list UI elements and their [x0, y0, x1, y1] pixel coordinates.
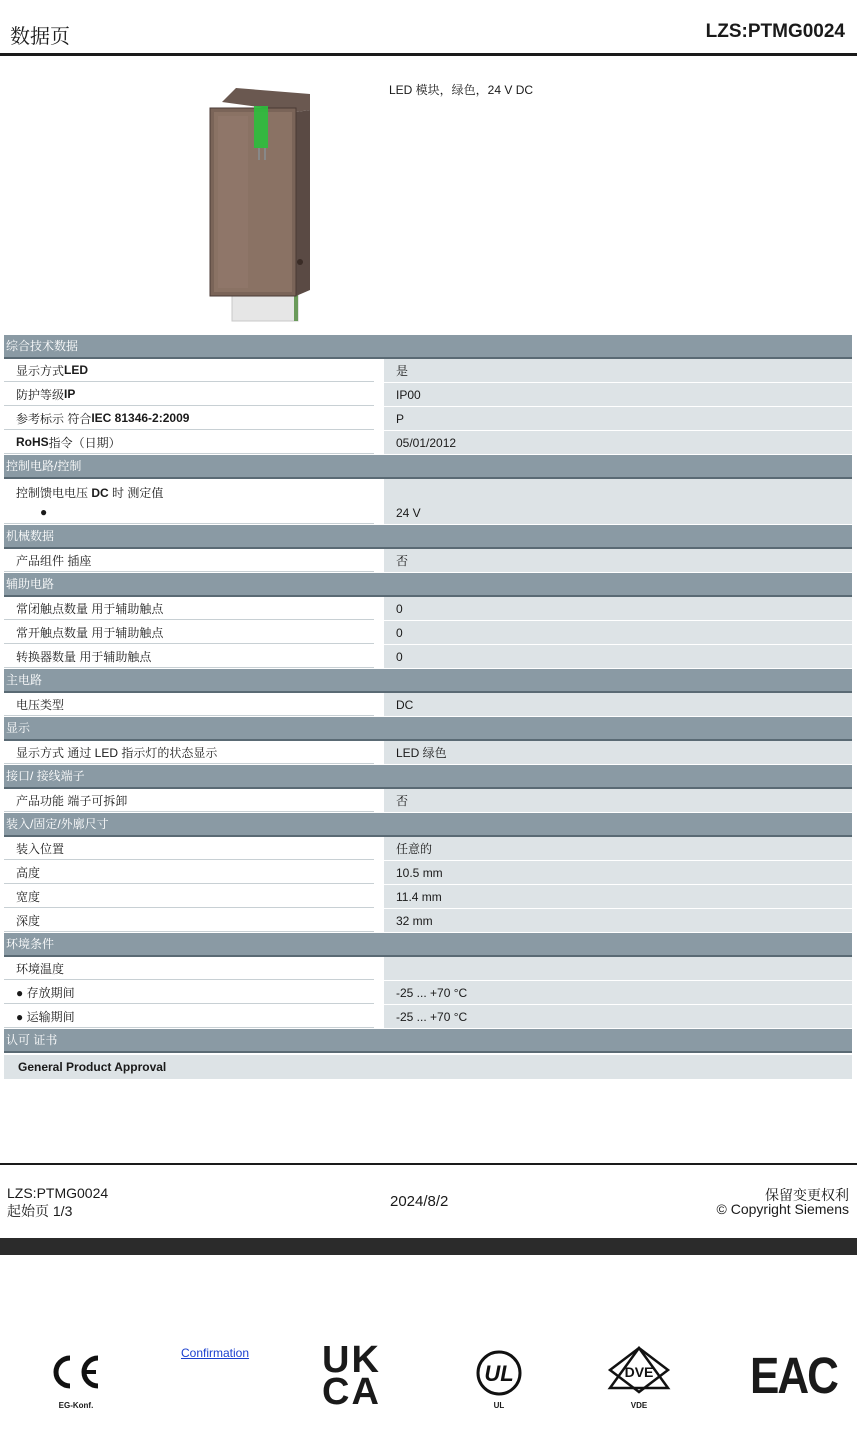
ul-mark-icon [474, 1350, 524, 1410]
row-label: ● 运输期间 [4, 1005, 374, 1028]
table-row [4, 861, 852, 885]
vde-caption: VDE [630, 1401, 648, 1410]
row-label: RoHS 指令（日期） [4, 431, 374, 454]
ce-caption: EG-Konf. [58, 1401, 94, 1410]
row-label: 装入位置 [4, 837, 374, 860]
row-value: -25 ... +70 °C [384, 1005, 852, 1028]
row-label: 控制馈电电压 DC 时 测定值 ● [4, 479, 374, 524]
table-row [4, 693, 852, 717]
row-value: 0 [384, 597, 852, 620]
section-certificates: 认可 证书 [4, 1029, 852, 1053]
footer-divider-bar [0, 1238, 857, 1255]
table-row [4, 885, 852, 909]
row-value [384, 957, 852, 980]
vde-mark-icon [606, 1344, 672, 1410]
section-general: 综合技术数据 [4, 335, 852, 359]
row-value: 10.5 mm [384, 861, 852, 884]
row-label: 深度 [4, 909, 374, 932]
row-label: 参考标示 符合 IEC 81346-2:2009 [4, 407, 374, 430]
eac-mark-icon: EAC [750, 1348, 837, 1405]
page-title: 数据页 [10, 26, 70, 48]
row-label: 转换器数量 用于辅助触点 [4, 645, 374, 668]
section-auxiliary-circuit: 辅助电路 [4, 573, 852, 597]
row-value: 0 [384, 645, 852, 668]
product-description: LED 模块，绿色，24 V DC [389, 83, 534, 97]
row-label: 显示方式 通过 LED 指示灯的状态显示 [4, 741, 374, 764]
row-value: 否 [384, 789, 852, 812]
row-value: 24 V [384, 479, 852, 524]
section-ambient-conditions: 环境条件 [4, 933, 852, 957]
footer-code: LZS:PTMG0024 [7, 1185, 109, 1201]
table-row [4, 837, 852, 861]
row-label: ● 存放期间 [4, 981, 374, 1004]
table-row [4, 359, 852, 383]
table-row [4, 645, 852, 669]
ul-caption: UL [493, 1401, 505, 1410]
page-header [0, 0, 857, 56]
row-label: 产品组件 插座 [4, 549, 374, 572]
row-label: 环境温度 [4, 957, 374, 980]
ce-mark-icon [48, 1352, 104, 1408]
spec-table [4, 335, 852, 1079]
footer-rights: 保留变更权利 [765, 1187, 849, 1203]
approval-heading: General Product Approval [4, 1055, 852, 1079]
row-value: 32 mm [384, 909, 852, 932]
svg-text:DVE: DVE [624, 1364, 654, 1380]
row-value: -25 ... +70 °C [384, 981, 852, 1004]
row-value: DC [384, 693, 852, 716]
table-row [4, 597, 852, 621]
table-row [4, 909, 852, 933]
page-footer [0, 1163, 857, 1238]
row-value: IP00 [384, 383, 852, 406]
row-label: 常开触点数量 用于辅助触点 [4, 621, 374, 644]
row-label: 产品功能 端子可拆卸 [4, 789, 374, 812]
section-interfaces: 接口/ 接线端子 [4, 765, 852, 789]
led-module-image [200, 82, 320, 327]
footer-copyright: © Copyright Siemens [716, 1201, 849, 1217]
row-value: 任意的 [384, 837, 852, 860]
confirmation-link[interactable]: Confirmation [181, 1346, 250, 1360]
row-value: P [384, 407, 852, 430]
table-row [4, 957, 852, 981]
ukca-mark-icon: UK CA [322, 1339, 381, 1413]
section-mechanical: 机械数据 [4, 525, 852, 549]
table-row [4, 407, 852, 431]
row-value: 11.4 mm [384, 885, 852, 908]
section-control-circuit: 控制电路/控制 [4, 455, 852, 479]
row-label: 显示方式 LED [4, 359, 374, 382]
table-row [4, 383, 852, 407]
row-value: 否 [384, 549, 852, 572]
table-row [4, 621, 852, 645]
row-label: 宽度 [4, 885, 374, 908]
section-installation: 装入/固定/外廓尺寸 [4, 813, 852, 837]
row-label: 常闭触点数量 用于辅助触点 [4, 597, 374, 620]
row-value: 05/01/2012 [384, 431, 852, 454]
row-value: 0 [384, 621, 852, 644]
product-code: LZS:PTMG0024 [705, 21, 845, 42]
table-row [4, 981, 852, 1005]
table-row [4, 1005, 852, 1029]
footer-page: 起始页 1/3 [7, 1203, 73, 1219]
section-main-circuit: 主电路 [4, 669, 852, 693]
row-value: 是 [384, 359, 852, 382]
table-row [4, 431, 852, 455]
table-row [4, 789, 852, 813]
svg-text:UL: UL [484, 1361, 514, 1386]
table-row [4, 549, 852, 573]
row-label: 防护等级 IP [4, 383, 374, 406]
bullet: ● [40, 505, 48, 519]
table-row [4, 479, 852, 525]
row-value: LED 绿色 [384, 741, 852, 764]
table-row [4, 741, 852, 765]
footer-date: 2024/8/2 [390, 1193, 449, 1210]
row-label: 电压类型 [4, 693, 374, 716]
row-label: 高度 [4, 861, 374, 884]
section-display: 显示 [4, 717, 852, 741]
